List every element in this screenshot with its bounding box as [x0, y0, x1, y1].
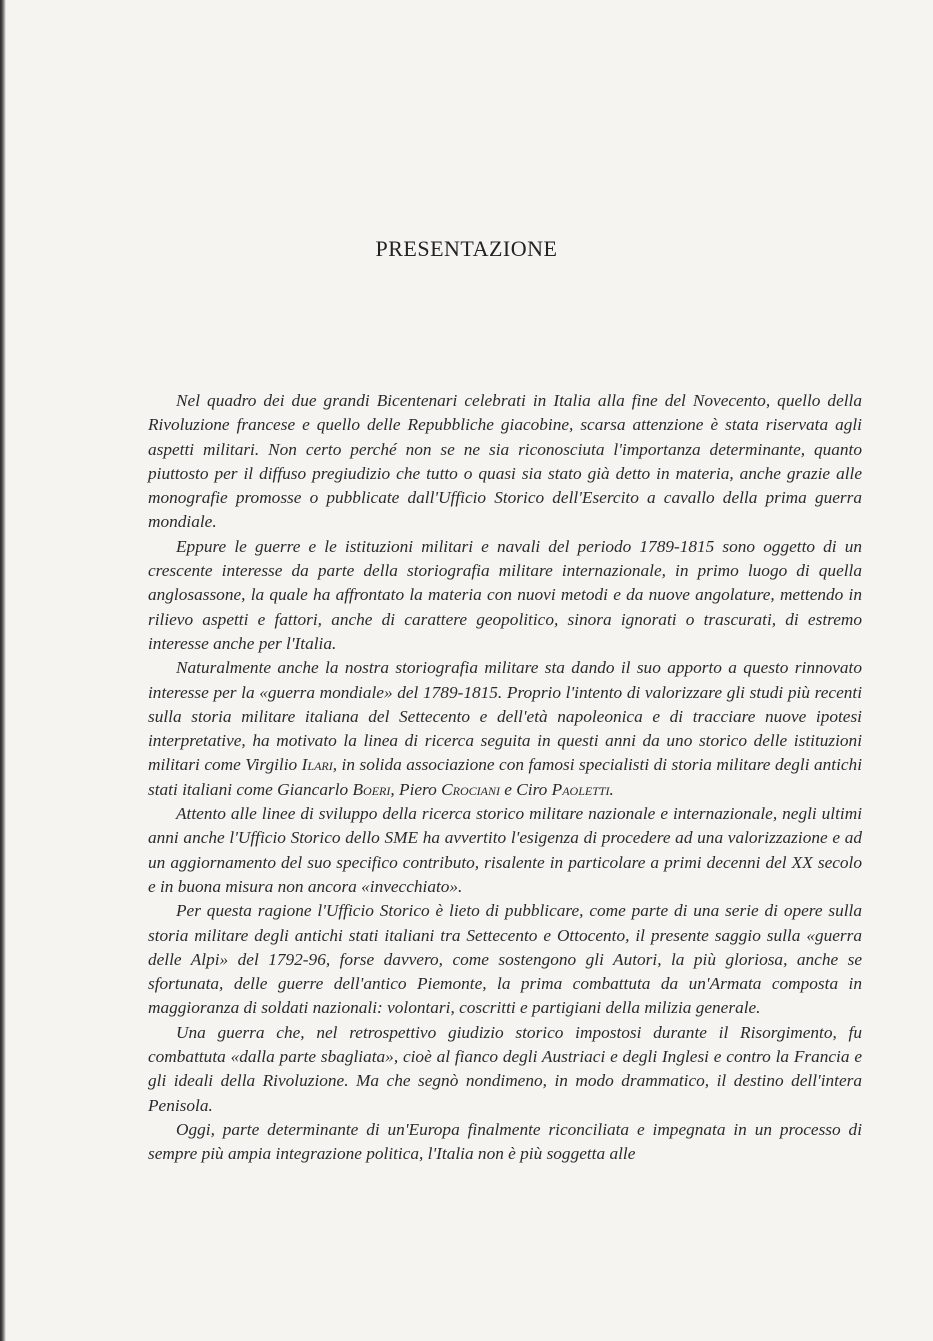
paragraph-3-text: Naturalmente anche la nostra storiografia militare sta dando il suo apporto a questo rinnovato interesse per la «guerra mondiale» del 1789-1815. Proprio l'intento di valorizzare gli studi più recenti sulla storia militare italiana del Settecento e dell'età napoleonica e di tracciare nuove ipotesi interpretative, ha motivato la linea di ricerca seguita in questi anni da uno storico delle istituzioni militari come Virgilio: [148, 658, 862, 775]
body-text: [148, 389, 862, 1167]
author-name-boeri: Boeri: [352, 779, 391, 799]
paragraph-1: Nel quadro dei due grandi Bicentenari celebrati in Italia alla fine del Novecento, quello della Rivoluzione francese e quello delle Repubbliche giacobine, scarsa attenzione è stata riservata agli aspetti militari. Non certo perché non se ne sia riconosciuta l'importanza determinante, quanto piuttosto per il diffuso pregiudizio che tutto o quasi sia stato già detto in materia, anche grazie alle monografie promosse o pubblicate dall'Ufficio Storico dell'Esercito a cavallo della prima guerra mondiale.: [148, 391, 862, 532]
paragraph-3-text: .: [609, 779, 614, 799]
author-name-paoletti: Paoletti: [551, 779, 610, 799]
author-name-crociani: Crociani: [441, 779, 500, 799]
paragraph-5: Per questa ragione l'Ufficio Storico è lieto di pubblicare, come parte di una serie di opere sulla storia militare degli antichi stati italiani tra Settecento e Ottocento, il presente saggio sulla «guerra delle Alpi» del 1792-96, forse davvero, come sostengono gli Autori, la più gloriosa, anche se sfortunata, delle guerre dell'antico Piemonte, la prima combattuta da un'Armata composta in maggioranza di soldati nazionali: volontari, coscritti e partigiani della milizia generale.: [148, 901, 862, 1018]
paragraph-3-text: , Piero: [390, 779, 442, 799]
paragraph-3: [148, 656, 862, 802]
paragraph-3-text: e Ciro: [499, 779, 552, 799]
paragraph-7: Oggi, parte determinante di un'Europa finalmente riconciliata e impegnata in un processo di sempre più ampia integrazione politica, l'Italia non è più soggetta alle: [148, 1119, 862, 1164]
paragraph-4: Attento alle linee di sviluppo della ricerca storico militare nazionale e internazionale, negli ultimi anni anche l'Ufficio Storico dello SME ha avvertito l'esigenza di procedere ad una valorizzazione e ad un aggiornamento del suo specifico contributo, risalente in particolare a primi decenni del XX secolo e in buona misura non ancora «invecchiato».: [148, 804, 862, 896]
paragraph-3-text: , in solida associazione con famosi specialisti di storia militare degli antichi stati italiani come Giancarlo: [148, 755, 862, 799]
binding-edge: [0, 0, 6, 1341]
author-name-ilari: Ilari: [301, 755, 333, 775]
paragraph-2: Eppure le guerre e le istituzioni militari e navali del periodo 1789-1815 sono oggetto di un crescente interesse da parte della storiografia militare internazionale, in primo luogo di quella anglosassone, la quale ha affrontato la materia con nuovi metodi e da nuove angolature, mettendo in rilievo aspetti e fattori, anche di carattere geopolitico, sinora ignorati o trascurati, di estremo interesse anche per l'Italia.: [148, 536, 862, 653]
page-title: PRESENTAZIONE: [375, 236, 558, 261]
paragraph-6: Una guerra che, nel retrospettivo giudizio storico impostosi durante il Risorgimento, fu combattuta «dalla parte sbagliata», cioè al fianco degli Austriaci e degli Inglesi e contro la Francia e gli ideali della Rivoluzione. Ma che segnò nondimeno, in modo drammatico, il destino dell'intera Penisola.: [148, 1022, 862, 1115]
